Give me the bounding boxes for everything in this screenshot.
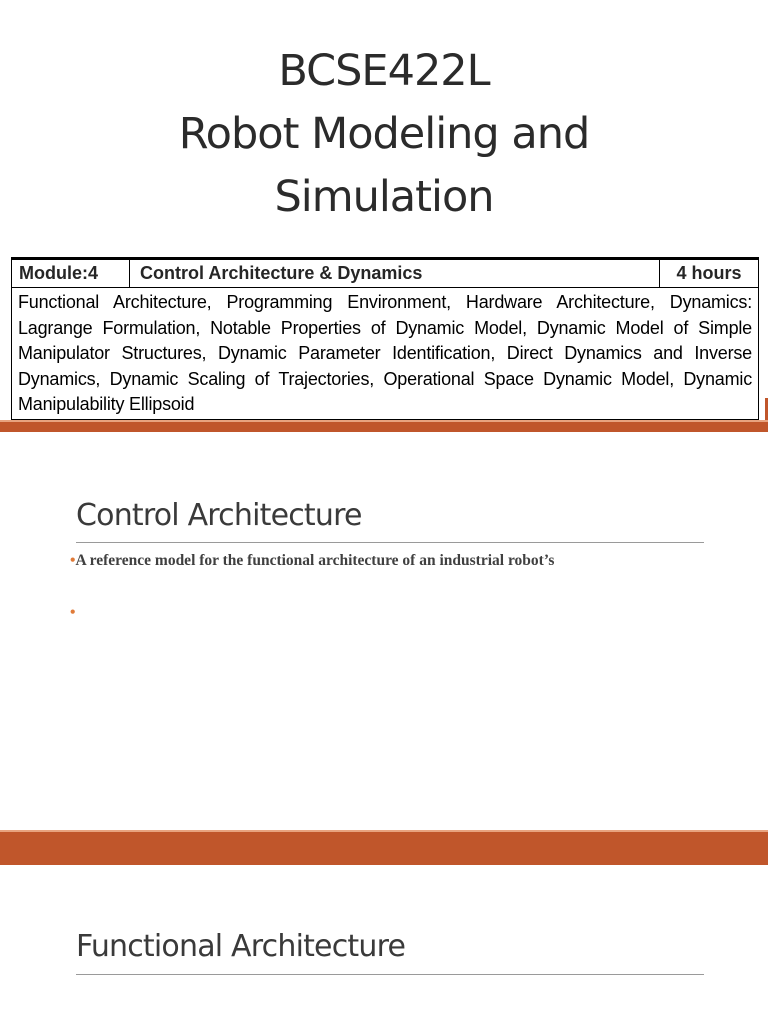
bullet-marker: • [70,604,76,621]
module-content: Functional Architecture, Programming Environment, Hardware Architecture, Dynamics: Lagrange Formulation, Notable Properties of Dynamic Model, Dynamic Model of Simple Manipulator Structures, Dynamic Parameter Identification, Direct Dynamics and Inverse Dynamics, Dynamic Scaling of Trajectories, Operational Space Dynamic Model, Dynamic Manipulability Ellipsoid [18,292,752,414]
slide-divider-band [0,830,768,865]
title-underline [76,974,704,975]
syllabus-table [11,257,759,420]
bullet-item-empty [70,604,75,622]
bullet-text: A reference model for the functional architecture of an industrial robot’s [75,552,555,569]
course-code: BCSE422L [278,46,490,96]
slide-title-heading: Control Architecture [76,498,362,533]
slide-title [0,0,768,420]
module-topic: Control Architecture & Dynamics [130,260,660,287]
module-number: Module:4 [12,260,130,287]
bullet-marker: • [70,552,76,569]
slide-control-architecture [0,432,768,830]
slide-functional-architecture [0,865,768,1024]
slide-divider-band [0,420,768,432]
slide-title-heading: Functional Architecture [76,929,406,964]
syllabus-header-row [12,260,758,288]
course-name-line-1: Robot Modeling and [178,109,590,159]
module-hours: 4 hours [676,263,742,283]
title-underline [76,542,704,543]
course-name-line-2: Simulation [274,172,494,222]
course-title [0,40,768,229]
bullet-item [70,552,554,570]
